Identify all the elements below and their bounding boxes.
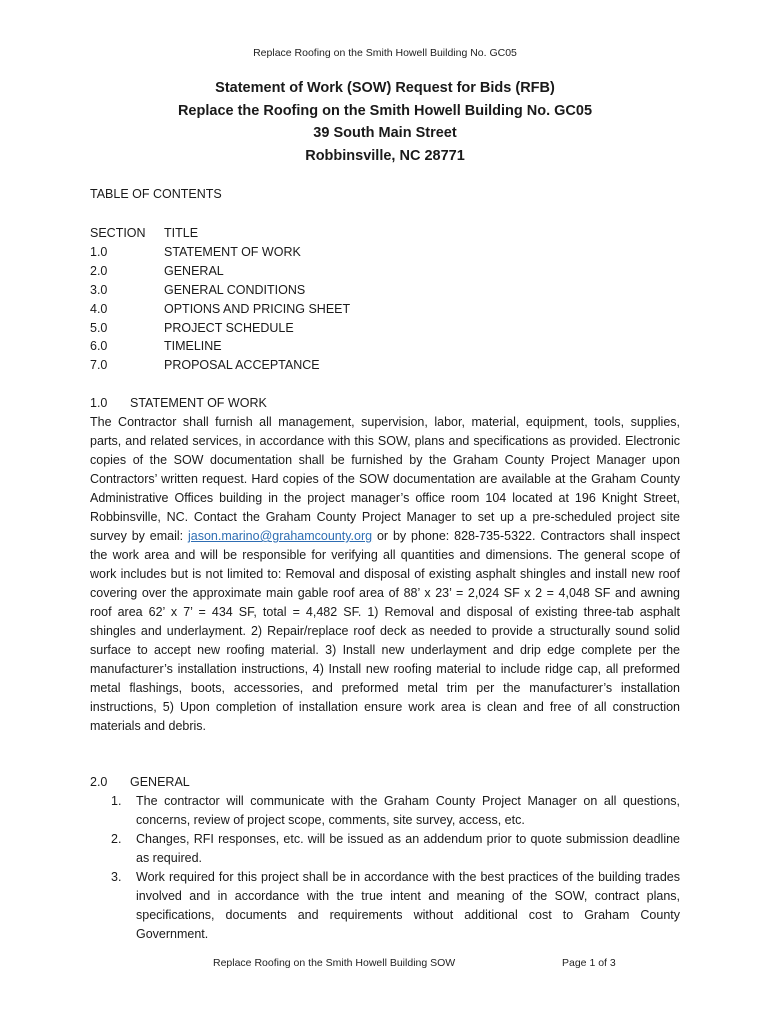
- toc-row-title: PROJECT SCHEDULE: [164, 320, 294, 335]
- body-text: or by phone: 828-735-5322. Contractors shall inspect the work area and will be responsible for verifying all quantities and dimensions. The general scope of work includes but is not limited to: Removal and disposal of existing asphalt shingles and install new roof covering over the approximate main gable roof area of 88’ x 23’ = 2,024 SF x 2 = 4,048 SF and awning roof area 62’ x 7’ = 434 SF, total = 4,482 SF. 1) Removal and disposal of existing three-tab asphalt shingles and underlayment. 2) Repair/replace roof deck as needed to provide a structurally sound solid surface to accept new roofing material. 3) Install new underlayment and drip edge complete per the manufacturer’s installation instructions, 4) Install new roofing material to include ridge cap, all preformed metal flashings, boots, accessories, and preformed metal trim per the manufacturer’s installation instructions, 5) Upon completion of installation ensure work area is clean and free of all construction materials and debris.: [90, 529, 680, 733]
- toc-row: [90, 356, 350, 375]
- section-number: 2.0: [90, 775, 108, 789]
- section-2-list: [111, 792, 680, 944]
- toc-row-title: OPTIONS AND PRICING SHEET: [164, 301, 351, 316]
- title-block: [0, 77, 770, 167]
- toc-row: [90, 243, 350, 262]
- toc-row-num: 4.0: [90, 301, 108, 316]
- list-item-text: The contractor will communicate with the Graham County Project Manager on all questions, concerns, review of project scope, comments, site survey, access, etc.: [136, 794, 680, 827]
- section-2-heading: [90, 775, 190, 789]
- toc-row: [90, 281, 350, 300]
- toc-row: [90, 319, 350, 338]
- toc-row-num: 3.0: [90, 282, 108, 297]
- body-text: The Contractor shall furnish all management, supervision, labor, material, equipment, tools, supplies, parts, and related services, in accordance with this SOW, plans and specifications as provided. Electronic copies of the SOW documentation shall be furnished by the Graham County Project Manager upon Contractors’ written request. Hard copies of the SOW documentation are available at the Graham County Administrative Offices building in the project manager’s office room 104 located at 196 Knight Street, Robbinsville, NC. Contact the Graham County Project Manager to set up a pre-scheduled project site survey by email:: [90, 415, 680, 543]
- toc-col-title: TITLE: [164, 226, 199, 240]
- toc-row-title: STATEMENT OF WORK: [164, 244, 301, 259]
- section-number: 1.0: [90, 396, 108, 410]
- list-item-text: Changes, RFI responses, etc. will be issued as an addendum prior to quote submission deadline as required.: [136, 832, 680, 865]
- section-1-body: [90, 413, 680, 736]
- list-item-number: 1.: [111, 794, 122, 808]
- toc-row: [90, 262, 350, 281]
- list-item: [111, 868, 680, 944]
- toc-row: [90, 300, 350, 319]
- toc-row-num: 7.0: [90, 358, 108, 373]
- title-line: Robbinsville, NC 28771: [305, 147, 465, 164]
- toc-row-title: GENERAL CONDITIONS: [164, 282, 306, 297]
- list-item: [111, 792, 680, 830]
- running-header: Replace Roofing on the Smith Howell Building No. GC05: [253, 47, 517, 59]
- list-item: [111, 830, 680, 868]
- toc-row-title: GENERAL: [164, 263, 224, 278]
- toc-row-title: PROPOSAL ACCEPTANCE: [164, 358, 320, 373]
- footer-title: Replace Roofing on the Smith Howell Building SOW: [213, 957, 456, 969]
- list-item-number: 3.: [111, 870, 122, 884]
- list-item-text: Work required for this project shall be in accordance with the best practices of the building trades involved and in accordance with the true intent and meaning of the SOW, contract plans, specifications, documents and requirements without additional cost to Graham County Government.: [136, 870, 680, 941]
- toc-heading: TABLE OF CONTENTS: [90, 187, 222, 201]
- section-title: GENERAL: [130, 775, 190, 789]
- section-1-heading: [90, 396, 267, 410]
- title-line: Replace the Roofing on the Smith Howell Building No. GC05: [177, 102, 593, 119]
- toc-row-num: 6.0: [90, 339, 108, 354]
- toc-row-num: 2.0: [90, 263, 108, 278]
- toc-row-title: TIMELINE: [164, 339, 222, 354]
- toc-header-row: [90, 224, 350, 243]
- title-line: Statement of Work (SOW) Request for Bids (RFB): [215, 80, 555, 96]
- toc-row: [90, 337, 350, 356]
- toc-col-section: SECTION: [90, 226, 146, 240]
- list-item-number: 2.: [111, 832, 122, 846]
- page-number: Page 1 of 3: [562, 957, 616, 969]
- table-of-contents: [90, 224, 350, 375]
- section-title: STATEMENT OF WORK: [130, 396, 267, 410]
- toc-row-num: 5.0: [90, 320, 108, 335]
- toc-row-num: 1.0: [90, 244, 108, 259]
- email-link[interactable]: jason.marino@grahamcounty.org: [188, 529, 373, 543]
- title-line: 39 South Main Street: [313, 125, 457, 141]
